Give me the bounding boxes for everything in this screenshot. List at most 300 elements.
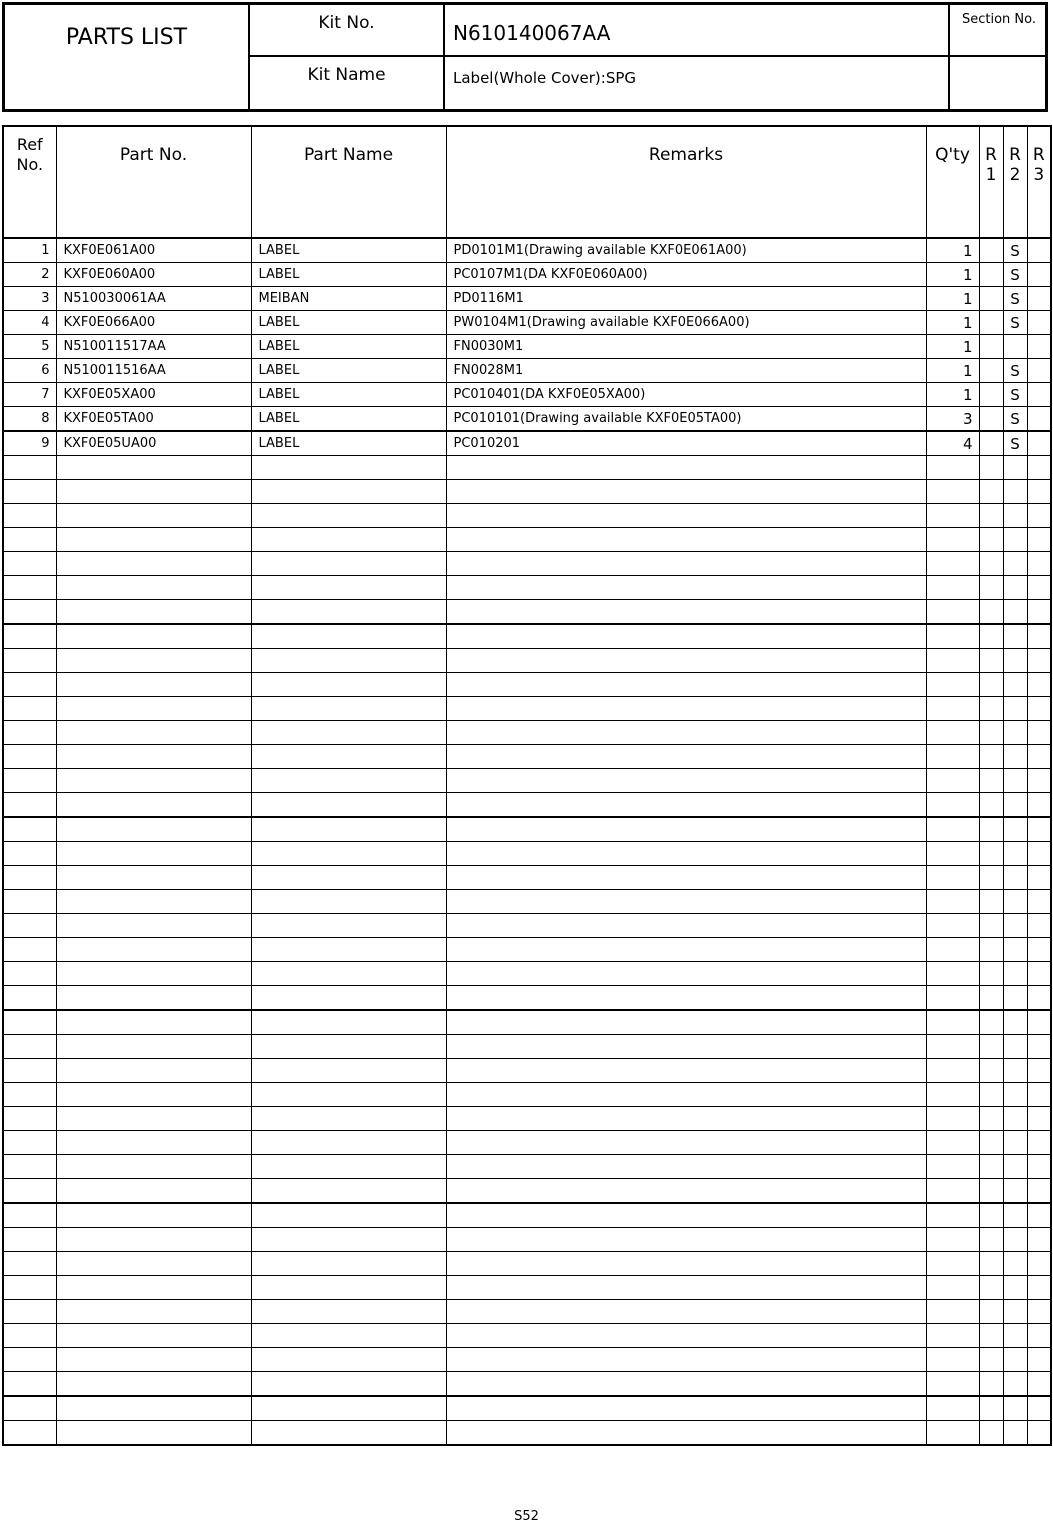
part-name-cell: LABEL [251,263,446,287]
r1-cell [979,986,1003,1011]
ref-no-cell [3,456,56,480]
part-no-cell [56,745,251,769]
remarks-cell [446,1155,926,1179]
qty-cell [926,986,979,1011]
r1-cell [979,504,1003,528]
part-no-cell [56,793,251,818]
part-no-cell [56,866,251,890]
r3-cell [1027,721,1051,745]
document-title: PARTS LIST [5,5,250,109]
column-header-r1 [979,126,1003,238]
r1-cell [979,431,1003,456]
remarks-cell [446,1131,926,1155]
blank-table-row [3,1372,1051,1397]
qty-cell [926,1348,979,1372]
part-no-cell [56,528,251,552]
ref-no-cell: 7 [3,383,56,407]
part-no-cell [56,673,251,697]
blank-table-row [3,1348,1051,1372]
part-name-cell: LABEL [251,407,446,432]
qty-cell [926,1228,979,1252]
r1-cell [979,962,1003,986]
qty-cell [926,1083,979,1107]
ref-header-line2: No. [16,155,44,174]
r3-cell [1027,1059,1051,1083]
r2-cell [1003,914,1027,938]
remarks-cell [446,1300,926,1324]
r1-cell [979,552,1003,576]
r2-cell [1003,1252,1027,1276]
r3-cell [1027,1010,1051,1035]
remarks-cell [446,1203,926,1228]
qty-cell [926,1421,979,1446]
part-no-cell [56,938,251,962]
part-no-cell [56,1252,251,1276]
r3-cell [1027,1276,1051,1300]
blank-table-row [3,986,1051,1011]
ref-no-cell [3,1421,56,1446]
part-no-cell: KXF0E05TA00 [56,407,251,432]
qty-cell [926,456,979,480]
part-no-cell [56,1396,251,1421]
remarks-cell: PC010201 [446,431,926,456]
r3-cell [1027,552,1051,576]
r3-cell [1027,383,1051,407]
ref-no-cell: 3 [3,287,56,311]
qty-cell: 1 [926,238,979,263]
part-name-cell [251,1203,446,1228]
r3-cell [1027,1179,1051,1204]
remarks-cell [446,552,926,576]
ref-no-cell: 8 [3,407,56,432]
part-name-cell: LABEL [251,431,446,456]
qty-cell [926,793,979,818]
kit-name-value: Label(Whole Cover):SPG [445,57,950,109]
blank-table-row [3,456,1051,480]
r2-header-letter: R [1009,145,1021,165]
r2-cell [1003,817,1027,842]
ref-no-cell [3,1131,56,1155]
r1-header-digit: 1 [985,165,997,185]
ref-no-cell [3,1300,56,1324]
r2-cell [1003,938,1027,962]
remarks-cell: FN0028M1 [446,359,926,383]
column-header-part-no: Part No. [56,126,251,238]
part-name-cell [251,1421,446,1446]
ref-no-cell [3,1083,56,1107]
part-no-cell [56,817,251,842]
part-name-cell [251,1252,446,1276]
part-no-cell [56,986,251,1011]
part-no-cell: N510030061AA [56,287,251,311]
ref-no-cell [3,697,56,721]
remarks-cell [446,480,926,504]
part-no-cell [56,649,251,673]
remarks-cell [446,890,926,914]
r1-cell [979,673,1003,697]
r1-cell [979,311,1003,335]
blank-table-row [3,769,1051,793]
r2-cell [1003,1300,1027,1324]
r1-cell [979,1300,1003,1324]
remarks-cell [446,1010,926,1035]
qty-cell [926,649,979,673]
part-name-cell [251,576,446,600]
r3-cell [1027,1107,1051,1131]
qty-cell [926,480,979,504]
r1-cell [979,842,1003,866]
r3-cell [1027,1372,1051,1397]
ref-no-cell [3,962,56,986]
r3-cell [1027,1155,1051,1179]
column-header-part-name: Part Name [251,126,446,238]
remarks-cell [446,528,926,552]
blank-table-row [3,480,1051,504]
r3-cell [1027,1396,1051,1421]
qty-cell [926,624,979,649]
remarks-cell [446,649,926,673]
blank-table-row [3,528,1051,552]
part-no-cell [56,1059,251,1083]
r3-cell [1027,600,1051,625]
blank-table-row [3,1421,1051,1446]
kit-name-label: Kit Name [250,57,445,109]
r2-cell [1003,1059,1027,1083]
ref-no-cell [3,938,56,962]
part-name-cell [251,793,446,818]
table-row [3,311,1051,335]
r1-cell [979,1035,1003,1059]
remarks-cell [446,962,926,986]
r2-cell [1003,721,1027,745]
r2-cell: S [1003,311,1027,335]
part-no-cell [56,624,251,649]
ref-no-cell [3,1396,56,1421]
r1-cell [979,1131,1003,1155]
r3-cell [1027,745,1051,769]
r1-cell [979,287,1003,311]
part-name-cell [251,721,446,745]
part-no-cell: KXF0E066A00 [56,311,251,335]
r2-cell [1003,456,1027,480]
r1-cell [979,649,1003,673]
qty-cell [926,1276,979,1300]
part-no-cell [56,456,251,480]
r1-cell [979,938,1003,962]
r1-cell [979,528,1003,552]
r3-cell [1027,697,1051,721]
ref-no-cell [3,1107,56,1131]
r3-cell [1027,504,1051,528]
ref-no-cell: 4 [3,311,56,335]
part-no-cell [56,962,251,986]
r2-cell: S [1003,287,1027,311]
part-no-cell [56,1107,251,1131]
qty-cell [926,1300,979,1324]
part-name-cell [251,552,446,576]
r3-cell [1027,1300,1051,1324]
r1-cell [979,1228,1003,1252]
r2-cell [1003,504,1027,528]
r2-cell: S [1003,238,1027,263]
part-name-cell [251,1131,446,1155]
part-name-cell [251,745,446,769]
ref-no-cell [3,1010,56,1035]
r3-cell [1027,1131,1051,1155]
part-no-cell: KXF0E061A00 [56,238,251,263]
r2-cell [1003,769,1027,793]
ref-no-cell [3,866,56,890]
remarks-cell: PD0101M1(Drawing available KXF0E061A00) [446,238,926,263]
ref-no-cell [3,745,56,769]
blank-table-row [3,866,1051,890]
blank-table-row [3,1252,1051,1276]
part-no-cell: KXF0E05XA00 [56,383,251,407]
part-name-cell: MEIBAN [251,287,446,311]
part-no-cell [56,1010,251,1035]
remarks-cell: PW0104M1(Drawing available KXF0E066A00) [446,311,926,335]
ref-no-cell [3,890,56,914]
r1-header-letter: R [985,145,997,165]
ref-no-cell [3,1348,56,1372]
r1-cell [979,407,1003,432]
part-name-cell [251,1107,446,1131]
part-name-cell [251,1035,446,1059]
r2-cell [1003,1083,1027,1107]
r3-header-digit: 3 [1033,165,1045,185]
r3-cell [1027,890,1051,914]
qty-cell [926,697,979,721]
part-name-cell [251,480,446,504]
part-no-cell [56,576,251,600]
remarks-cell [446,697,926,721]
ref-no-cell [3,480,56,504]
r1-cell [979,238,1003,263]
r2-cell [1003,1276,1027,1300]
blank-table-row [3,504,1051,528]
blank-table-row [3,624,1051,649]
r1-cell [979,383,1003,407]
blank-table-row [3,1059,1051,1083]
r3-cell [1027,431,1051,456]
remarks-cell [446,624,926,649]
r1-cell [979,1179,1003,1204]
qty-cell [926,842,979,866]
r2-cell [1003,673,1027,697]
r2-cell [1003,528,1027,552]
r3-cell [1027,769,1051,793]
r2-cell [1003,1107,1027,1131]
r3-cell [1027,287,1051,311]
blank-table-row [3,793,1051,818]
r1-cell [979,1155,1003,1179]
qty-cell [926,576,979,600]
qty-cell [926,721,979,745]
r1-cell [979,263,1003,287]
part-name-cell [251,1348,446,1372]
qty-cell [926,528,979,552]
r1-cell [979,769,1003,793]
r1-cell [979,600,1003,625]
blank-table-row [3,745,1051,769]
column-header-remarks: Remarks [446,126,926,238]
qty-cell: 1 [926,383,979,407]
r3-cell [1027,480,1051,504]
r3-cell [1027,1421,1051,1446]
remarks-cell [446,1324,926,1348]
ref-no-cell [3,793,56,818]
part-name-cell [251,769,446,793]
table-row [3,335,1051,359]
ref-no-cell [3,1203,56,1228]
part-no-cell [56,1372,251,1397]
remarks-cell [446,1083,926,1107]
r2-cell [1003,576,1027,600]
ref-no-cell [3,1228,56,1252]
part-no-cell [56,1276,251,1300]
remarks-cell [446,1252,926,1276]
table-header-row [3,126,1051,238]
blank-table-row [3,914,1051,938]
r1-cell [979,721,1003,745]
qty-cell: 1 [926,311,979,335]
ref-no-cell [3,914,56,938]
qty-cell [926,914,979,938]
r3-cell [1027,962,1051,986]
r2-cell [1003,745,1027,769]
r3-cell [1027,456,1051,480]
r3-cell [1027,1228,1051,1252]
qty-cell: 1 [926,335,979,359]
r1-cell [979,1107,1003,1131]
qty-cell [926,1324,979,1348]
remarks-cell [446,673,926,697]
blank-table-row [3,1276,1051,1300]
r3-cell [1027,311,1051,335]
part-no-cell [56,1083,251,1107]
r2-cell [1003,480,1027,504]
r3-cell [1027,914,1051,938]
part-name-cell [251,1372,446,1397]
r3-cell [1027,263,1051,287]
blank-table-row [3,649,1051,673]
part-no-cell [56,1179,251,1204]
ref-no-cell: 6 [3,359,56,383]
r2-cell [1003,1131,1027,1155]
r2-cell [1003,600,1027,625]
part-name-cell [251,1010,446,1035]
r1-cell [979,914,1003,938]
part-name-cell: LABEL [251,383,446,407]
part-name-cell [251,673,446,697]
remarks-cell [446,842,926,866]
r2-cell [1003,697,1027,721]
ref-no-cell [3,600,56,625]
part-no-cell [56,914,251,938]
ref-no-cell: 1 [3,238,56,263]
part-name-cell [251,890,446,914]
qty-cell [926,1035,979,1059]
blank-table-row [3,1131,1051,1155]
blank-table-row [3,1300,1051,1324]
r2-cell [1003,1155,1027,1179]
part-name-cell [251,1155,446,1179]
qty-cell: 1 [926,359,979,383]
remarks-cell [446,1348,926,1372]
r1-cell [979,576,1003,600]
part-name-cell [251,456,446,480]
r3-cell [1027,673,1051,697]
ref-no-cell [3,817,56,842]
r3-header-letter: R [1032,145,1045,165]
r3-cell [1027,866,1051,890]
qty-cell [926,504,979,528]
remarks-cell [446,1421,926,1446]
ref-no-cell [3,528,56,552]
r3-cell [1027,1324,1051,1348]
r2-cell [1003,1372,1027,1397]
r2-header-digit: 2 [1009,165,1021,185]
part-no-cell [56,600,251,625]
section-no-value [950,57,1048,109]
r2-cell: S [1003,407,1027,432]
r1-cell [979,480,1003,504]
ref-no-cell [3,673,56,697]
r3-cell [1027,938,1051,962]
r2-cell [1003,793,1027,818]
r1-cell [979,335,1003,359]
r2-cell [1003,842,1027,866]
page-number: S52 [514,1509,539,1524]
table-row [3,431,1051,456]
column-header-qty: Q'ty [926,126,979,238]
part-no-cell [56,1035,251,1059]
remarks-cell [446,914,926,938]
ref-header-line1: Ref [16,135,43,154]
table-row [3,359,1051,383]
qty-cell [926,1010,979,1035]
r1-cell [979,745,1003,769]
part-no-cell: N510011517AA [56,335,251,359]
part-name-cell [251,697,446,721]
part-name-cell [251,938,446,962]
remarks-cell [446,745,926,769]
qty-cell [926,1203,979,1228]
qty-cell [926,1179,979,1204]
qty-cell [926,1155,979,1179]
remarks-cell [446,1372,926,1397]
part-name-cell [251,914,446,938]
qty-cell [926,1107,979,1131]
qty-cell [926,1252,979,1276]
part-no-cell [56,1155,251,1179]
remarks-cell [446,938,926,962]
ref-no-cell [3,1324,56,1348]
remarks-cell [446,1035,926,1059]
table-row [3,263,1051,287]
r1-cell [979,624,1003,649]
column-header-r2 [1003,126,1027,238]
qty-cell: 4 [926,431,979,456]
r3-cell [1027,528,1051,552]
r3-cell [1027,793,1051,818]
ref-no-cell [3,649,56,673]
r1-cell [979,1372,1003,1397]
remarks-cell [446,1107,926,1131]
blank-table-row [3,1107,1051,1131]
r1-cell [979,866,1003,890]
ref-no-cell [3,576,56,600]
